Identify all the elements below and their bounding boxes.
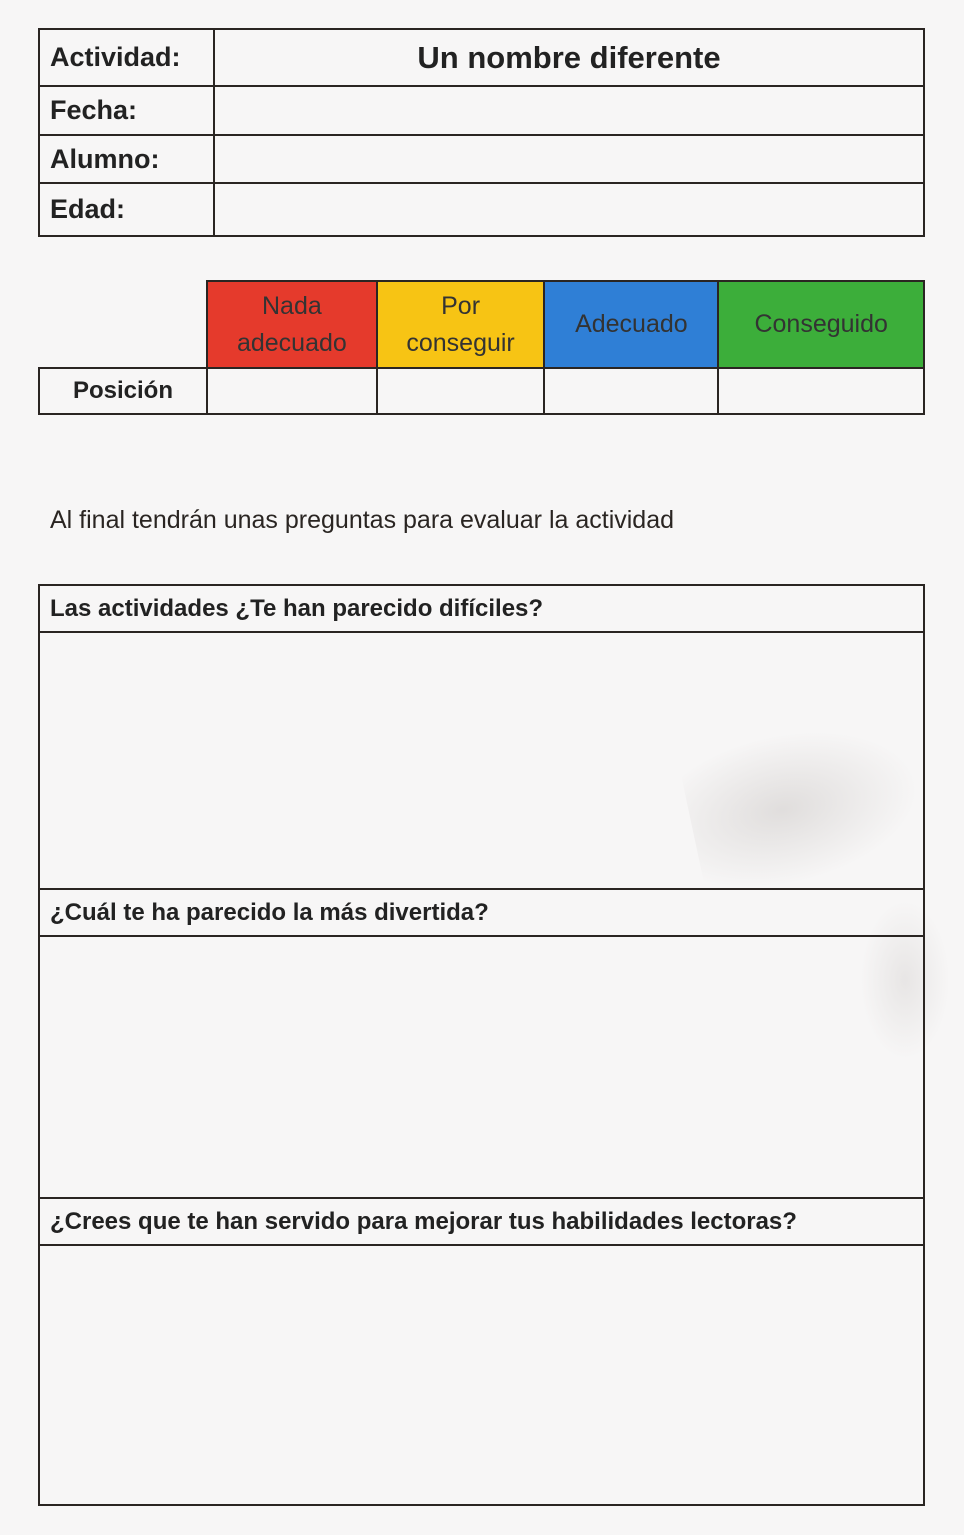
student-label: Alumno:	[39, 135, 214, 183]
questions-table	[38, 584, 925, 1506]
position-cell-por-conseguir[interactable]	[377, 368, 545, 414]
activity-name: Un nombre diferente	[214, 29, 924, 86]
level-conseguido: Conseguido	[718, 281, 924, 368]
answer-2-field[interactable]	[39, 936, 924, 1198]
position-cell-adecuado[interactable]	[544, 368, 718, 414]
rating-table	[38, 280, 925, 415]
answer-3-field[interactable]	[39, 1245, 924, 1505]
position-cell-conseguido[interactable]	[718, 368, 924, 414]
activity-info-table	[38, 28, 925, 237]
intro-text: Al final tendrán unas preguntas para evaluar la actividad	[50, 506, 675, 534]
rating-corner	[39, 281, 207, 368]
date-label: Fecha:	[39, 86, 214, 135]
question-3: ¿Crees que te han servido para mejorar tus habilidades lectoras?	[39, 1198, 924, 1245]
date-field[interactable]	[214, 86, 924, 135]
level-nada-adecuado: Nada adecuado	[207, 281, 377, 368]
level-por-conseguir: Por conseguir	[377, 281, 545, 368]
answer-1-field[interactable]	[39, 632, 924, 889]
level-adecuado: Adecuado	[544, 281, 718, 368]
age-field[interactable]	[214, 183, 924, 236]
position-label: Posición	[39, 368, 207, 414]
age-label: Edad:	[39, 183, 214, 236]
question-2: ¿Cuál te ha parecido la más divertida?	[39, 889, 924, 936]
activity-label: Actividad:	[39, 29, 214, 86]
question-1: Las actividades ¿Te han parecido difíciles?	[39, 585, 924, 632]
student-field[interactable]	[214, 135, 924, 183]
position-cell-nada-adecuado[interactable]	[207, 368, 377, 414]
